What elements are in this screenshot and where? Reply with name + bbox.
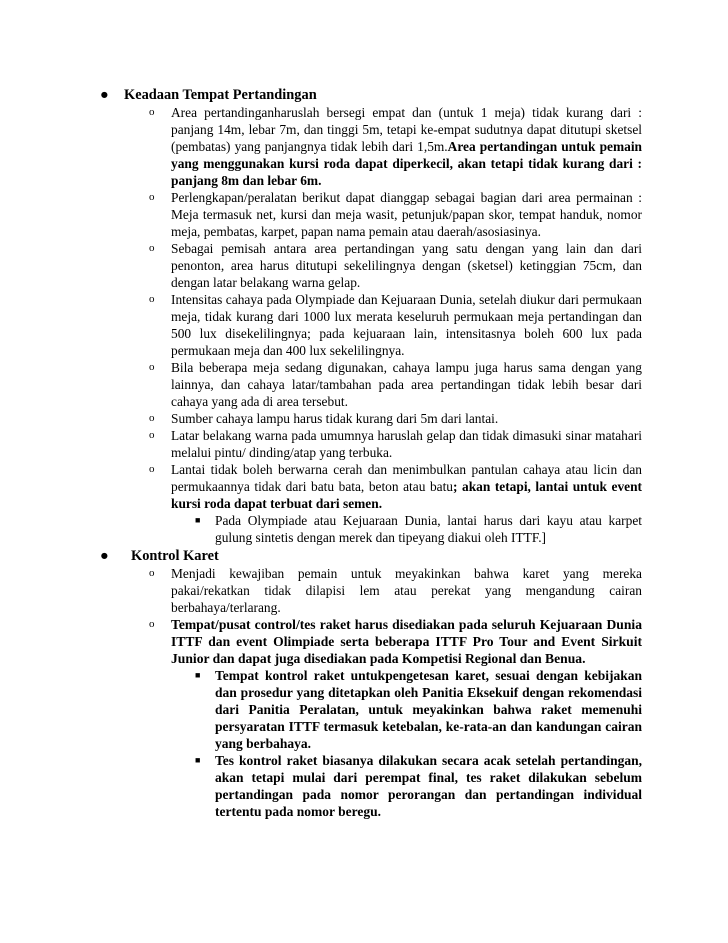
item-bold-text: Area pertandingan untuk pemain yang menggunakan kursi roda dapat diperkecil, akan tetapi tidak kurang dari : panjang 8m dan lebar 6m. bbox=[171, 139, 642, 188]
document-page bbox=[0, 86, 728, 820]
item-text: Latar belakang warna pada umumnya haruslah gelap dan tidak dimasuki sinar matahari melalui pintu/ dinding/atap yang terbuka. bbox=[171, 428, 642, 460]
section-heading-keadaan bbox=[0, 86, 728, 104]
list-item bbox=[149, 565, 642, 616]
list-item bbox=[149, 240, 642, 291]
circle-bullet-icon: o bbox=[149, 361, 155, 373]
item-text: Area pertandinganharuslah bersegi empat dan (untuk 1 meja) tidak kurang dari : panjang 14m, lebar 7m, dan tinggi 5m, tetapi ke-empat sudutnya dapat ditutupi sketsel (pembatas) yang panjangnya tidak lebih dari 1,5m. bbox=[171, 105, 642, 154]
item-bold-text: Tempat kontrol raket untukpengetesan karet, sesuai dengan kebijakan dan prosedur yang ditetapkan oleh Panitia Eksekuif dengan rekomendasi dari Panitia Peralatan, untuk meyakinkan bahwa raket memenuhi persyaratan ITTF termasuk ketebalan, ke-rata-an dan kandungan cairan yang berbahaya. bbox=[215, 668, 642, 751]
bullet-icon: ● bbox=[100, 548, 109, 564]
bullet-icon: ● bbox=[100, 87, 109, 103]
section-title: Keadaan Tempat Pertandingan bbox=[124, 87, 317, 103]
list-item bbox=[149, 410, 642, 427]
list-item bbox=[149, 461, 642, 512]
circle-bullet-icon: o bbox=[149, 242, 155, 254]
sub-list-item bbox=[195, 667, 642, 752]
item-text: Sebagai pemisah antara area pertandingan yang satu dengan yang lain dan dari penonton, area harus ditutupi sekelilingnya dengan (sketsel) ketinggian 75cm, dan dengan latar belakang warna gelap. bbox=[171, 241, 642, 290]
square-bullet-icon: ■ bbox=[195, 755, 201, 765]
item-bold-text: Tes kontrol raket biasanya dilakukan secara acak setelah pertandingan, akan tetapi mulai dari perempat final, tes raket dilakukan sebelum pertandingan pada nomor perorangan dan pertandingan individual tertentu pada nomor beregu. bbox=[215, 753, 642, 819]
item-text: Pada Olympiade atau Kejuaraan Dunia, lantai harus dari kayu atau karpet gulung sintetis dengan merek dan tipeyang diakui oleh ITTF.] bbox=[215, 513, 642, 545]
item-bold-text: ; akan tetapi, lantai untuk event kursi roda dapat terbuat dari semen. bbox=[171, 479, 642, 511]
square-bullet-icon: ■ bbox=[195, 515, 201, 525]
item-text: Perlengkapan/peralatan berikut dapat dianggap sebagai bagian dari area permainan : Meja termasuk net, kursi dan meja wasit, petunjuk/papan skor, tempat handuk, nomor meja, pembatas, karpet, papan nama pemain atau daerah/asosiasinya. bbox=[171, 190, 642, 239]
sub-list-item bbox=[195, 752, 642, 820]
circle-bullet-icon: o bbox=[149, 106, 155, 118]
section-heading-kontrol-karet bbox=[0, 547, 728, 565]
sub-list-item bbox=[195, 512, 642, 546]
circle-bullet-icon: o bbox=[149, 463, 155, 475]
list-item bbox=[149, 104, 642, 189]
list-item bbox=[149, 291, 642, 359]
item-text: Intensitas cahaya pada Olympiade dan Kejuaraan Dunia, setelah diukur dari permukaan meja, tidak kurang dari 1000 lux merata keseluruh permukaan meja pertandingan dan 500 lux disekelilingnya; pada kejuaraan lain, intensitasnya boleh 600 lux pada permukaan meja dan 400 lux sekelilingnya. bbox=[171, 292, 642, 358]
item-text: Lantai tidak boleh berwarna cerah dan menimbulkan pantulan cahaya atau licin dan permukaannya tidak dari batu bata, beton atau batu bbox=[171, 462, 642, 494]
section-title: Kontrol Karet bbox=[131, 548, 219, 564]
list-item bbox=[149, 616, 642, 667]
list-item bbox=[149, 427, 642, 461]
circle-bullet-icon: o bbox=[149, 412, 155, 424]
item-text: Menjadi kewajiban pemain untuk meyakinkan bahwa karet yang mereka pakai/rekatkan tidak dilapisi lem atau perekat yang mengandung cairan berbahaya/terlarang. bbox=[171, 566, 642, 615]
item-text: Sumber cahaya lampu harus tidak kurang dari 5m dari lantai. bbox=[171, 411, 499, 426]
item-bold-text: Tempat/pusat control/tes raket harus disediakan pada seluruh Kejuaraan Dunia ITTF dan event Olimpiade serta beberapa ITTF Pro Tour and Event Sirkuit Junior dan dapat juga disediakan pada Kompetisi Regional dan Benua. bbox=[171, 617, 642, 666]
item-text: Bila beberapa meja sedang digunakan, cahaya lampu juga harus sama dengan yang lainnya, dan cahaya latar/tambahan pada area pertandingan tidak lebih besar dari cahaya yang ada di area tersebut. bbox=[171, 360, 642, 409]
circle-bullet-icon: o bbox=[149, 191, 155, 203]
circle-bullet-icon: o bbox=[149, 618, 155, 630]
circle-bullet-icon: o bbox=[149, 567, 155, 579]
circle-bullet-icon: o bbox=[149, 429, 155, 441]
list-item bbox=[149, 359, 642, 410]
list-item bbox=[149, 189, 642, 240]
circle-bullet-icon: o bbox=[149, 293, 155, 305]
square-bullet-icon: ■ bbox=[195, 670, 201, 680]
